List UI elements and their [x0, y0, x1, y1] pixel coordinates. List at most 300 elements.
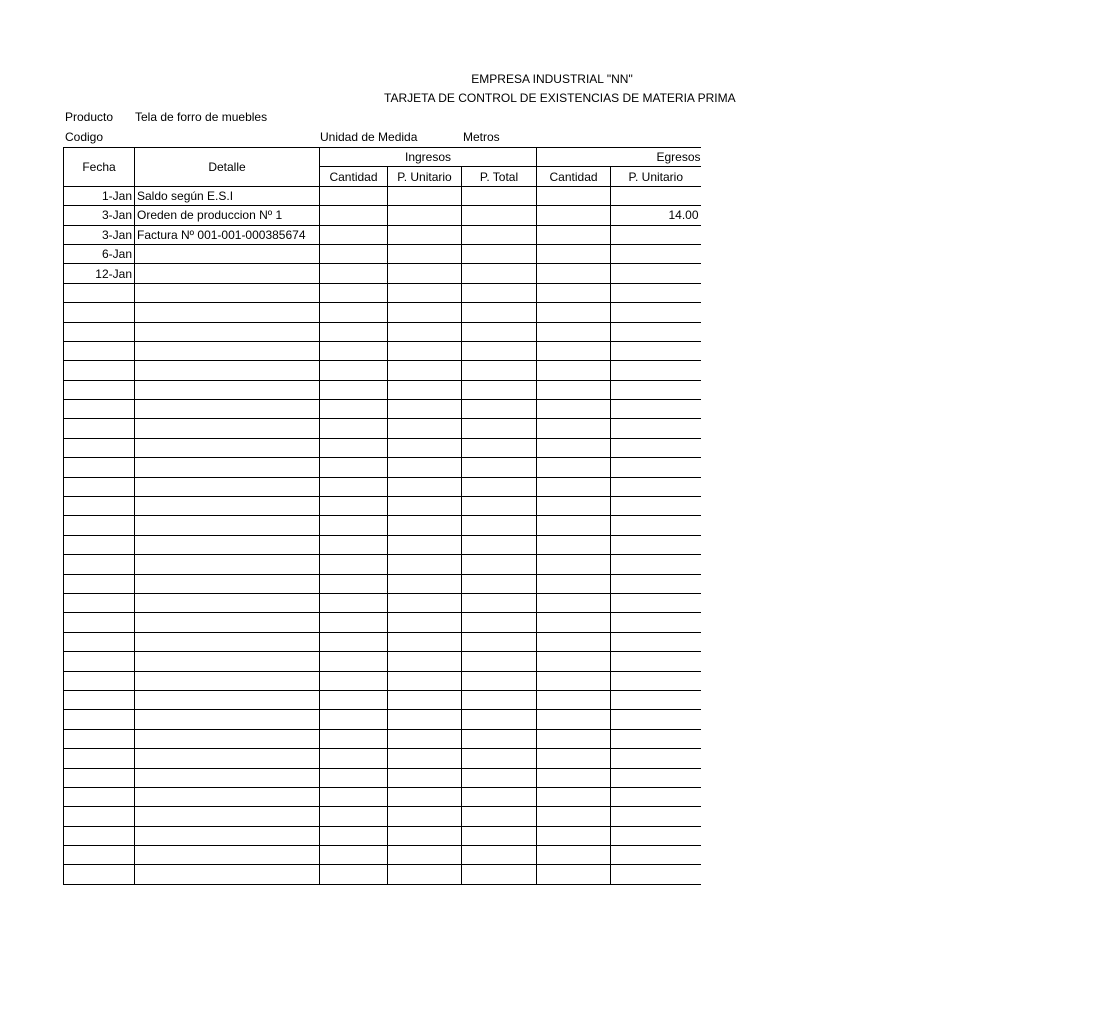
cell-c1 [320, 225, 388, 244]
cell-c4 [537, 787, 611, 806]
cell-c1 [320, 497, 388, 516]
cell-detalle [135, 477, 320, 496]
cell-c5 [611, 186, 701, 205]
cell-c4 [537, 807, 611, 826]
cell-c2 [388, 225, 462, 244]
cell-detalle [135, 574, 320, 593]
cell-c5 [611, 768, 701, 787]
table-row [64, 264, 701, 283]
cell-c4 [537, 710, 611, 729]
cell-c1 [320, 341, 388, 360]
cell-c1 [320, 516, 388, 535]
cell-c4 [537, 826, 611, 845]
cell-fecha [64, 516, 135, 535]
cell-detalle [135, 438, 320, 457]
table-row [64, 574, 701, 593]
cell-c3 [462, 710, 537, 729]
ingresos-p-total-header: P. Total [462, 167, 537, 186]
cell-c4 [537, 438, 611, 457]
cell-c1 [320, 807, 388, 826]
table-row [64, 361, 701, 380]
cell-c5 [611, 710, 701, 729]
table-row [64, 632, 701, 651]
cell-c4 [537, 380, 611, 399]
cell-c2 [388, 283, 462, 302]
cell-c1 [320, 264, 388, 283]
table-row [64, 787, 701, 806]
cell-c5 [611, 593, 701, 612]
cell-c2 [388, 826, 462, 845]
cell-detalle [135, 787, 320, 806]
cell-c4 [537, 400, 611, 419]
cell-c5 [611, 361, 701, 380]
cell-c5 [611, 865, 701, 884]
table-row [64, 206, 701, 225]
cell-c4 [537, 593, 611, 612]
cell-c1 [320, 244, 388, 263]
cell-c3 [462, 206, 537, 225]
cell-c5 [611, 826, 701, 845]
cell-c2 [388, 729, 462, 748]
cell-c3 [462, 419, 537, 438]
cell-detalle [135, 593, 320, 612]
table-row [64, 613, 701, 632]
cell-c3 [462, 361, 537, 380]
cell-c5 [611, 244, 701, 263]
cell-fecha: 12-Jan [64, 264, 135, 283]
cell-c2 [388, 341, 462, 360]
cell-c4 [537, 458, 611, 477]
cell-c2 [388, 807, 462, 826]
cell-detalle [135, 768, 320, 787]
cell-c3 [462, 574, 537, 593]
cell-c4 [537, 768, 611, 787]
cell-detalle [135, 671, 320, 690]
ingresos-header: Ingresos [320, 148, 537, 167]
cell-c3 [462, 846, 537, 865]
table-row [64, 186, 701, 205]
card-title: TARJETA DE CONTROL DE EXISTENCIAS DE MATERIA PRIMA [384, 91, 736, 105]
table-row [64, 749, 701, 768]
cell-fecha [64, 322, 135, 341]
cell-fecha [64, 846, 135, 865]
cell-fecha [64, 671, 135, 690]
cell-detalle [135, 555, 320, 574]
cell-c3 [462, 555, 537, 574]
cell-c2 [388, 865, 462, 884]
cell-c2 [388, 419, 462, 438]
cell-detalle [135, 400, 320, 419]
cell-c5 [611, 749, 701, 768]
cell-c3 [462, 807, 537, 826]
cell-c5 [611, 652, 701, 671]
cell-c4 [537, 729, 611, 748]
cell-c1 [320, 283, 388, 302]
cell-detalle [135, 516, 320, 535]
table-row [64, 671, 701, 690]
cell-c1 [320, 729, 388, 748]
table-row [64, 380, 701, 399]
cell-fecha: 3-Jan [64, 225, 135, 244]
cell-detalle [135, 361, 320, 380]
cell-detalle [135, 690, 320, 709]
cell-c1 [320, 846, 388, 865]
cell-c2 [388, 555, 462, 574]
cell-detalle [135, 807, 320, 826]
cell-c5 [611, 341, 701, 360]
cell-fecha [64, 341, 135, 360]
cell-c1 [320, 593, 388, 612]
stock-control-table [63, 147, 701, 885]
table-row [64, 768, 701, 787]
cell-c2 [388, 303, 462, 322]
cell-c5: 14.00 [611, 206, 701, 225]
cell-fecha [64, 593, 135, 612]
cell-c2 [388, 380, 462, 399]
cell-detalle [135, 303, 320, 322]
cell-fecha [64, 710, 135, 729]
unidad-value: Metros [463, 130, 500, 144]
cell-c5 [611, 264, 701, 283]
cell-c2 [388, 690, 462, 709]
cell-c5 [611, 303, 701, 322]
cell-c1 [320, 419, 388, 438]
cell-c2 [388, 846, 462, 865]
cell-fecha [64, 400, 135, 419]
cell-c1 [320, 186, 388, 205]
cell-c4 [537, 652, 611, 671]
cell-fecha [64, 574, 135, 593]
cell-detalle [135, 865, 320, 884]
cell-c3 [462, 497, 537, 516]
cell-c3 [462, 593, 537, 612]
cell-c4 [537, 225, 611, 244]
cell-c2 [388, 749, 462, 768]
cell-c1 [320, 438, 388, 457]
cell-c1 [320, 477, 388, 496]
cell-c5 [611, 690, 701, 709]
cell-c3 [462, 826, 537, 845]
cell-c4 [537, 303, 611, 322]
table-row [64, 225, 701, 244]
cell-fecha [64, 826, 135, 845]
table-row [64, 341, 701, 360]
cell-c5 [611, 400, 701, 419]
cell-c5 [611, 516, 701, 535]
cell-c1 [320, 787, 388, 806]
cell-c3 [462, 613, 537, 632]
table-row [64, 322, 701, 341]
ingresos-p-unitario-header: P. Unitario [388, 167, 462, 186]
cell-detalle: Oreden de produccion Nº 1 [135, 206, 320, 225]
cell-c5 [611, 807, 701, 826]
cell-c2 [388, 593, 462, 612]
cell-fecha: 1-Jan [64, 186, 135, 205]
cell-c1 [320, 865, 388, 884]
cell-c2 [388, 400, 462, 419]
cell-c3 [462, 535, 537, 554]
cell-c1 [320, 768, 388, 787]
cell-detalle [135, 613, 320, 632]
cell-c3 [462, 477, 537, 496]
cell-fecha [64, 555, 135, 574]
table-row [64, 458, 701, 477]
egresos-p-unitario-header: P. Unitario [611, 167, 701, 186]
cell-fecha [64, 807, 135, 826]
cell-c3 [462, 749, 537, 768]
cell-c3 [462, 652, 537, 671]
cell-detalle [135, 729, 320, 748]
table-row [64, 846, 701, 865]
cell-c4 [537, 865, 611, 884]
cell-c4 [537, 749, 611, 768]
cell-c2 [388, 361, 462, 380]
table-row [64, 690, 701, 709]
cell-c3 [462, 671, 537, 690]
detalle-header: Detalle [135, 148, 320, 187]
cell-c1 [320, 749, 388, 768]
cell-c3 [462, 768, 537, 787]
table-row [64, 710, 701, 729]
cell-c4 [537, 186, 611, 205]
cell-c2 [388, 671, 462, 690]
cell-c4 [537, 477, 611, 496]
cell-c4 [537, 244, 611, 263]
unidad-label: Unidad de Medida [320, 130, 418, 144]
cell-c3 [462, 516, 537, 535]
cell-c3 [462, 341, 537, 360]
cell-c4 [537, 341, 611, 360]
cell-c2 [388, 710, 462, 729]
cell-fecha [64, 768, 135, 787]
cell-c3 [462, 244, 537, 263]
cell-c1 [320, 458, 388, 477]
cell-detalle [135, 652, 320, 671]
cell-c2 [388, 535, 462, 554]
cell-fecha: 3-Jan [64, 206, 135, 225]
cell-c5 [611, 671, 701, 690]
cell-c4 [537, 574, 611, 593]
cell-c5 [611, 555, 701, 574]
table-row [64, 652, 701, 671]
cell-c4 [537, 613, 611, 632]
cell-c3 [462, 729, 537, 748]
cell-c3 [462, 283, 537, 302]
cell-detalle [135, 497, 320, 516]
cell-detalle [135, 322, 320, 341]
cell-c4 [537, 632, 611, 651]
cell-c1 [320, 206, 388, 225]
cell-c4 [537, 283, 611, 302]
cell-fecha [64, 497, 135, 516]
cell-c5 [611, 322, 701, 341]
cell-fecha [64, 690, 135, 709]
cell-c4 [537, 555, 611, 574]
cell-c3 [462, 380, 537, 399]
producto-label: Producto [65, 110, 114, 124]
cell-fecha [64, 632, 135, 651]
cell-c2 [388, 574, 462, 593]
cell-c1 [320, 632, 388, 651]
cell-c2 [388, 787, 462, 806]
cell-fecha [64, 535, 135, 554]
table-row [64, 555, 701, 574]
cell-c1 [320, 400, 388, 419]
codigo-label: Codigo [65, 130, 104, 144]
cell-c1 [320, 361, 388, 380]
cell-detalle [135, 535, 320, 554]
cell-c5 [611, 438, 701, 457]
table-row [64, 244, 701, 263]
cell-c5 [611, 574, 701, 593]
cell-detalle [135, 710, 320, 729]
cell-c5 [611, 535, 701, 554]
cell-detalle [135, 264, 320, 283]
cell-c3 [462, 303, 537, 322]
cell-c5 [611, 419, 701, 438]
table-row [64, 303, 701, 322]
cell-c3 [462, 225, 537, 244]
cell-c1 [320, 652, 388, 671]
table-row [64, 477, 701, 496]
cell-c2 [388, 613, 462, 632]
cell-c2 [388, 186, 462, 205]
cell-fecha [64, 361, 135, 380]
cell-fecha [64, 438, 135, 457]
producto-value: Tela de forro de muebles [135, 110, 268, 124]
cell-fecha [64, 419, 135, 438]
cell-c1 [320, 322, 388, 341]
cell-c5 [611, 729, 701, 748]
table-row [64, 400, 701, 419]
cell-c5 [611, 846, 701, 865]
cell-detalle [135, 283, 320, 302]
cell-c1 [320, 380, 388, 399]
cell-c4 [537, 264, 611, 283]
cell-fecha [64, 787, 135, 806]
cell-fecha [64, 283, 135, 302]
cell-c2 [388, 438, 462, 457]
cell-c1 [320, 613, 388, 632]
fecha-header: Fecha [64, 148, 135, 187]
cell-c3 [462, 865, 537, 884]
table-row [64, 807, 701, 826]
cell-c5 [611, 632, 701, 651]
cell-c4 [537, 419, 611, 438]
company-title: EMPRESA INDUSTRIAL "NN" [471, 72, 633, 86]
table-row [64, 283, 701, 302]
cell-fecha [64, 303, 135, 322]
cell-fecha [64, 613, 135, 632]
cell-detalle [135, 380, 320, 399]
cell-c4 [537, 322, 611, 341]
cell-detalle [135, 244, 320, 263]
egresos-header: Egresos [537, 148, 701, 167]
cell-detalle: Saldo según E.S.I [135, 186, 320, 205]
cell-c1 [320, 826, 388, 845]
cell-c2 [388, 652, 462, 671]
cell-c5 [611, 787, 701, 806]
cell-c1 [320, 574, 388, 593]
cell-c2 [388, 206, 462, 225]
cell-c3 [462, 632, 537, 651]
cell-c2 [388, 632, 462, 651]
cell-fecha [64, 729, 135, 748]
table-row [64, 438, 701, 457]
cell-c1 [320, 671, 388, 690]
cell-c4 [537, 846, 611, 865]
ingresos-cantidad-header: Cantidad [320, 167, 388, 186]
cell-c5 [611, 380, 701, 399]
cell-c5 [611, 477, 701, 496]
cell-c4 [537, 516, 611, 535]
cell-c3 [462, 438, 537, 457]
cell-fecha [64, 477, 135, 496]
cell-detalle [135, 749, 320, 768]
cell-c5 [611, 497, 701, 516]
cell-c2 [388, 322, 462, 341]
cell-c2 [388, 264, 462, 283]
cell-detalle: Factura Nº 001-001-000385674 [135, 225, 320, 244]
egresos-cantidad-header: Cantidad [537, 167, 611, 186]
cell-fecha [64, 749, 135, 768]
cell-c2 [388, 516, 462, 535]
cell-c2 [388, 497, 462, 516]
cell-fecha: 6-Jan [64, 244, 135, 263]
cell-detalle [135, 846, 320, 865]
cell-c1 [320, 555, 388, 574]
cell-c1 [320, 535, 388, 554]
cell-c5 [611, 283, 701, 302]
cell-c1 [320, 690, 388, 709]
cell-fecha [64, 458, 135, 477]
cell-c4 [537, 690, 611, 709]
cell-detalle [135, 419, 320, 438]
table-row [64, 865, 701, 884]
cell-c3 [462, 264, 537, 283]
table-row [64, 535, 701, 554]
cell-c1 [320, 710, 388, 729]
cell-c4 [537, 361, 611, 380]
cell-c4 [537, 497, 611, 516]
cell-c4 [537, 535, 611, 554]
cell-c5 [611, 613, 701, 632]
cell-c2 [388, 768, 462, 787]
cell-c5 [611, 458, 701, 477]
table-row [64, 593, 701, 612]
cell-c3 [462, 322, 537, 341]
cell-c3 [462, 186, 537, 205]
table-row [64, 419, 701, 438]
table-row [64, 497, 701, 516]
table-row [64, 826, 701, 845]
cell-detalle [135, 341, 320, 360]
cell-detalle [135, 826, 320, 845]
cell-c2 [388, 477, 462, 496]
cell-c2 [388, 458, 462, 477]
cell-detalle [135, 458, 320, 477]
cell-c4 [537, 206, 611, 225]
table-row [64, 729, 701, 748]
cell-c2 [388, 244, 462, 263]
cell-c3 [462, 690, 537, 709]
cell-c3 [462, 458, 537, 477]
cell-fecha [64, 652, 135, 671]
cell-c1 [320, 303, 388, 322]
cell-c3 [462, 787, 537, 806]
cell-detalle [135, 632, 320, 651]
cell-c5 [611, 225, 701, 244]
